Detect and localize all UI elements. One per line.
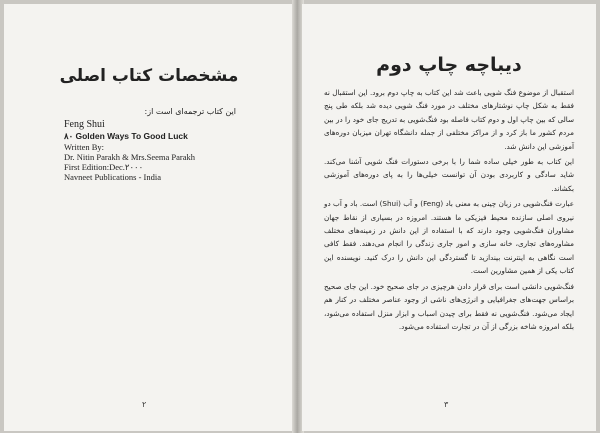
book-subtitle: ۸۰ Golden Ways To Good Luck: [64, 131, 188, 141]
book-title: Feng Shui: [64, 119, 105, 130]
preface-body: [324, 86, 574, 335]
left-page-number: ۲: [142, 400, 147, 409]
right-page: [302, 4, 596, 431]
preface-paragraph: فنگ‌شویی دانشی است برای قرار دادن هرچیزی در جای صحیح خود. این جای صحیح براساس جهت‌های جغرافیایی و انرژی‌های ناشی از وجود عناصر مختلف در کنار هم ایجاد می‌شود. فنگ‌شویی نه فقط برای چیدن اسباب و ابزار منزل استفاده می‌شود، بلکه امروزه شاخه بزرگی از آن در تجارت استفاده می‌شود.: [324, 281, 574, 331]
preface-paragraph: استقبال از موضوع فنگ شویی باعث شد این کتاب به چاپ دوم برود. این استقبال نه فقط به شکل چاپ نوشتارهای مختلف در مورد فنگ شویی دیده شد بلکه طی پنج سالی که بین چاپ اول و دوم کتاب فاصله بود فنگ‌شویی به تدریج جای خود را در بین مردم کشور ما باز کرد و از مراکز مختلفی از جمله دانشگاه تهران میزبان دوره‌های آموزشی این دانش شد.: [324, 88, 574, 151]
right-page-number: ۳: [444, 400, 449, 409]
written-by-label: Written By:: [64, 142, 105, 152]
left-page-title: مشخصات کتاب اصلی: [59, 66, 239, 86]
book-authors: Dr. Nitin Parakh & Mrs.Seema Parakh: [64, 152, 196, 162]
original-book-details: [64, 119, 264, 182]
left-page: [4, 4, 294, 431]
preface-paragraph: عبارت فنگ‌شویی در زبان چینی به معنی باد (Feng) و آب (Shui) است. باد و آب دو نیروی اصلی سازنده محیط فیزیکی ما هستند. امروزه در بسیاری از نقاط جهان مشاوران فنگ‌شویی وجود دارند که با استفاده از این دانش در زمینه‌های مختلف مشاوره‌های تجاری، خانه سازی و امور جاری زندگی را انجام می‌دهند. فقط کافی است نگاهی به اینترنت بیندازید تا گستردگی این دانش را درک کنید. نویسنده این کتاب یکی از همین مشاورین است.: [324, 199, 574, 276]
preface-paragraph: این کتاب به طور خیلی ساده شما را با برخی دستورات فنگ شویی آشنا می‌کند. شاید سادگی و کاربردی بودن آن توانست خیلی‌ها را به پای دوره‌های آموزشی بکشاند.: [324, 157, 574, 193]
book-edition: First Edition:Dec.۲۰۰۰: [64, 162, 144, 172]
right-page-title: دیباچه چاپ دوم: [376, 54, 522, 76]
translated-from-label: این کتاب ترجمه‌ای است از:: [144, 107, 236, 116]
book-publisher: Navneet Publications - India: [64, 172, 162, 182]
